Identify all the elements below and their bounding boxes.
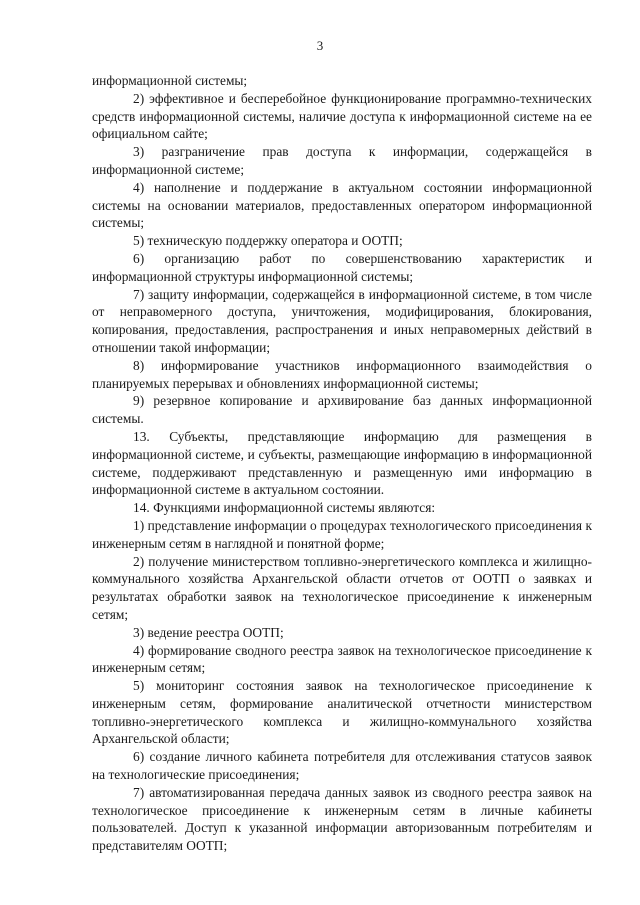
function-item-2: 2) получение министерством топливно-энергетического комплекса и жилищно-коммунального хозяйства Архангельской области отчетов от ООТП о заявках и результатах обработки заявок на технологическое присоединение к инженерным сетям; [92,553,592,622]
function-item-5: 5) мониторинг состояния заявок на технологическое присоединение к инженерным сетям, формирование аналитической отчетности министерством топливно-энергетического комплекса и жилищно-коммунального хозяйства Архангельской области; [92,678,592,747]
clause-14: 14. Функциями информационной системы являются: [133,500,436,516]
list-item-4: 4) наполнение и поддержание в актуальном состоянии информационной системы на основании материалов, предоставленных оператором информационной системы; [92,179,592,231]
list-item-9: 9) резервное копирование и архивирование баз данных информационной системы. [92,393,592,427]
clause-13: 13. Субъекты, представляющие информацию для размещения в информационной системе, и субъекты, размещающие информацию в информационной системе, поддерживают представленную и размещенную ими информацию в информационной системе в актуальном состоянии. [92,428,592,498]
list-item-3: 3) разграничение прав доступа к информации, содержащейся в информационной системе; [92,144,592,177]
function-item-7: 7) автоматизированная передача данных заявок из сводного реестра заявок на технологическое присоединение к инженерным сетям в личные кабинеты пользователей. Доступ к указанной информации авторизованным потребителям и представителям ООТП; [92,784,592,854]
function-item-6: 6) создание личного кабинета потребителя для отслеживания статусов заявок на технологические присоединения; [92,749,592,783]
list-item-6: 6) организацию работ по совершенствованию характеристик и информационной структуры информационной системы; [92,250,592,284]
list-item-2: 2) эффективное и бесперебойное функционирование программно-технических средств информационной системы, наличие доступа к информационной системе на ее официальном сайте; [92,90,592,142]
paragraph-continuation: информационной системы; [92,73,248,88]
function-item-3: 3) ведение реестра ООТП; [133,624,284,640]
list-item-8: 8) информирование участников информационного взаимодействия о планируемых перерывах и обновлениях информационной системы; [92,357,592,391]
list-item-7: 7) защиту информации, содержащейся в информационной системе, в том числе от неправомерного доступа, уничтожения, модифицирования, блокирования, копирования, предоставления, распространения и иных неправомерных действий в отношении такой информации; [92,286,592,355]
function-item-4: 4) формирование сводного реестра заявок на технологическое присоединение к инженерным сетям; [92,642,592,676]
function-item-1: 1) представление информации о процедурах технологического присоединения к инженерным сетям в наглядной и понятной форме; [92,517,592,551]
document-body [92,72,592,855]
list-item-5: 5) техническую поддержку оператора и ООТП; [133,233,403,249]
page-number: 3 [316,38,324,53]
